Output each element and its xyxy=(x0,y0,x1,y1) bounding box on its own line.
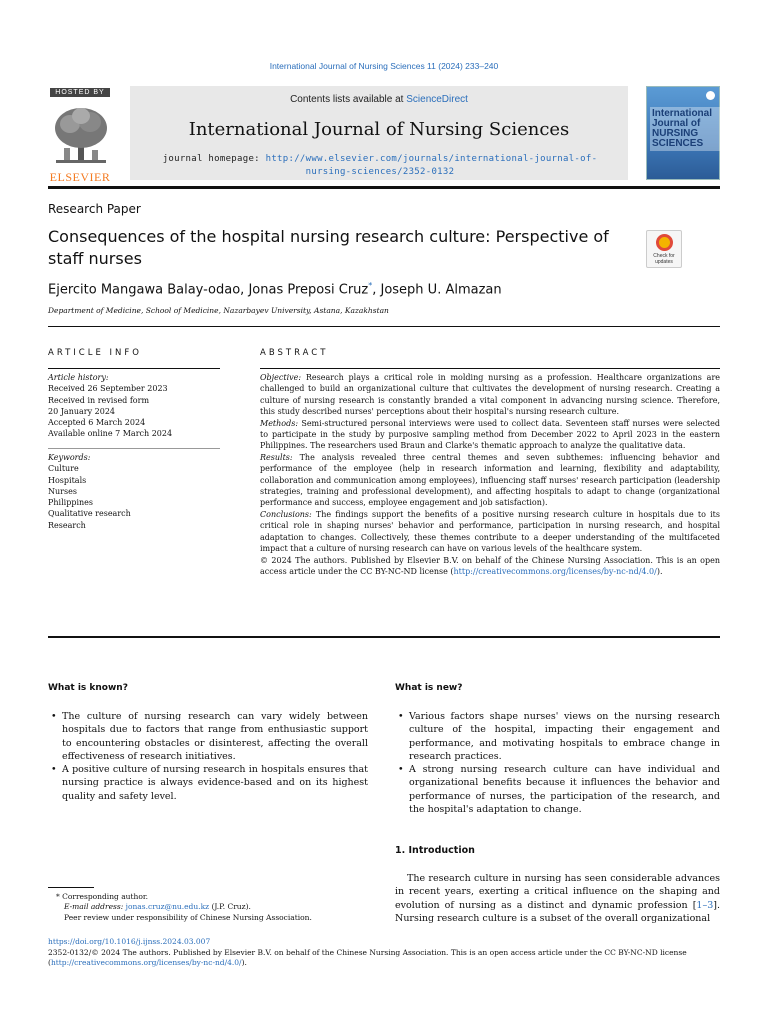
author-1: Ejercito Mangawa Balay-odao, xyxy=(48,282,249,298)
license-link[interactable]: http://creativecommons.org/licenses/by-nc-nd/4.0/ xyxy=(453,566,657,576)
history-label: Article history: xyxy=(48,373,109,382)
contents-prefix: Contents lists available at xyxy=(290,94,407,105)
corresponding-author-note: * Corresponding author. xyxy=(56,892,149,901)
history-item: Accepted 6 March 2024 xyxy=(48,418,146,428)
hosted-by-label: HOSTED BY xyxy=(50,88,110,97)
abstract-methods xyxy=(260,418,720,452)
masthead-divider xyxy=(48,186,720,189)
abstract-body xyxy=(260,372,720,577)
abstract-results xyxy=(260,452,720,509)
article-info-rule xyxy=(48,368,220,369)
introduction-heading: 1. Introduction xyxy=(395,845,475,856)
doi-link[interactable]: https://doi.org/10.1016/j.ijnss.2024.03.007 xyxy=(48,937,211,946)
affiliation: Department of Medicine, School of Medicine, Nazarbayev University, Astana, Kazakhstan xyxy=(48,306,389,315)
history-item: Available online 7 March 2024 xyxy=(48,429,173,439)
abstract-copyright xyxy=(260,555,720,578)
bottom-license-link[interactable]: http://creativecommons.org/licenses/by-nc-nd/4.0/ xyxy=(50,958,242,967)
introduction-text xyxy=(395,872,720,925)
bottom-license xyxy=(48,948,720,969)
conclusions-text: The findings support the benefits of a positive nursing research culture in hospitals due to its critical role in shaping nurses' behavior and performance, participation in nursing research, and hospital adaptation to changes. Collectively, these themes contribute to a deeper understanding of the multifaceted impact that a culture of nursing research can have on various levels of the healthcare system. xyxy=(260,509,720,554)
history-item: 20 January 2024 xyxy=(48,406,116,416)
article-title: Consequences of the hospital nursing research culture: Perspective of staff nurses xyxy=(48,227,609,268)
cover-title: International Journal of NURSING SCIENCES xyxy=(650,107,720,151)
results-text: The analysis revealed three central themes and seven subthemes: influencing behavior and performance of the employee (help in research information and learning, flexibility and adaptability, collaboration and communication among employees), influencing staff nurses' research participation (leadership strategies, training and professional development), and affecting hospitals to adapt to change (organizational performance and success, employee engagement and job satisfaction). xyxy=(260,452,720,508)
keyword-item: Research xyxy=(48,520,86,530)
abstract-conclusions xyxy=(260,509,720,555)
author-list xyxy=(48,281,502,297)
intro-text-start: The research culture in nursing has seen considerable advances in recent years, exerting a critical influence on the shaping and evolution of nursing as a distinct and dynamic profession [ xyxy=(395,873,720,911)
abstract-divider xyxy=(48,636,720,638)
bottom-info xyxy=(48,937,720,969)
check-for-updates-button[interactable] xyxy=(646,230,682,268)
header-divider xyxy=(48,326,720,327)
email-link[interactable]: jonas.cruz@nu.edu.kz xyxy=(125,902,210,912)
list-item: • A strong nursing research culture can have individual and organizational benefits because it influences the behavior and performance of nurses, the participation of the research, and the hospital's adaptation to change. xyxy=(395,763,720,816)
list-item: • A positive culture of nursing research in hospitals ensures that nursing practice is always evidence-based and on its highest quality and safety level. xyxy=(48,763,368,803)
list-item: • The culture of nursing research can vary widely between hospitals due to factors that range from enthusiastic support to encountering obstacles or disinterest, affecting the overall effectiveness of research initiatives. xyxy=(48,710,368,763)
methods-label: Methods: xyxy=(260,418,299,428)
keyword-item: Hospitals xyxy=(48,475,87,485)
journal-banner xyxy=(130,86,628,180)
footnotes xyxy=(56,892,376,923)
article-info-heading: ARTICLE INFO xyxy=(48,348,142,358)
email-label: E-mail address: xyxy=(64,902,126,912)
objective-text: Research plays a critical role in molding nursing as a profession. Healthcare organizations are challenged to build an organizational culture that cultivates the development of nursing research. Creating a culture of nursing research is constantly branded a vital component in advancing nursing science. Therefore, this study described nurses' perceptions about their hospital's nursing research culture. xyxy=(260,373,720,417)
reference-link[interactable]: 1–3 xyxy=(696,899,714,911)
elsevier-wordmark: ELSEVIER xyxy=(49,170,111,184)
conclusions-label: Conclusions: xyxy=(260,509,312,519)
results-label: Results: xyxy=(260,452,293,462)
footnote-rule xyxy=(48,887,94,888)
peer-review-note: Peer review under responsibility of Chinese Nursing Association. xyxy=(64,912,312,922)
journal-citation[interactable]: International Journal of Nursing Sciences 11 (2024) 233–240 xyxy=(269,61,499,71)
keyword-item: Philippines xyxy=(48,498,94,508)
email-note xyxy=(56,902,376,912)
what-is-known-list xyxy=(48,710,368,803)
copyright-text: © 2024 The authors. Published by Elsevier B.V. on behalf of the Chinese Nursing Association. This is an open access article under the CC BY-NC-ND license ( xyxy=(260,555,720,576)
article-type: Research Paper xyxy=(48,202,141,216)
intro-text-end: ]. Nursing research culture is a subset of the overall organizational xyxy=(395,899,720,924)
homepage-label: journal homepage: xyxy=(162,154,266,164)
abstract-heading: ABSTRACT xyxy=(260,348,329,358)
keyword-item: Qualitative research xyxy=(48,509,131,519)
keywords xyxy=(48,452,220,531)
check-updates-icon xyxy=(656,234,673,251)
keywords-label: Keywords: xyxy=(48,453,91,462)
keyword-item: Culture xyxy=(48,464,79,474)
what-is-new-list xyxy=(395,710,720,816)
corresponding-author-mark[interactable]: * xyxy=(368,281,373,290)
history-item: Received 26 September 2023 xyxy=(48,384,168,394)
keyword-item: Nurses xyxy=(48,486,77,496)
bottom-license-text: 2352-0132/© 2024 The authors. Published by Elsevier B.V. on behalf of the Chinese Nursing Association. This is an open access article under the CC BY-NC-ND license ( xyxy=(48,947,687,967)
journal-cover-image[interactable] xyxy=(646,86,720,180)
email-suffix: (J.P. Cruz). xyxy=(209,902,251,912)
masthead xyxy=(48,86,720,186)
abstract-objective xyxy=(260,372,720,418)
homepage-link[interactable]: http://www.elsevier.com/journals/international-journal-of-nursing-sciences/2352-0132 xyxy=(265,154,598,177)
history-item: Received in revised form xyxy=(48,395,150,405)
what-is-known-heading: What is known? xyxy=(48,683,128,693)
article-history xyxy=(48,372,220,440)
elsevier-tree-icon xyxy=(52,106,110,166)
journal-title: International Journal of Nursing Sciences xyxy=(188,119,570,140)
cover-badge-icon xyxy=(706,91,715,100)
contents-line xyxy=(130,94,628,105)
elsevier-logo[interactable] xyxy=(48,89,112,184)
author-2: Jonas Preposi Cruz xyxy=(248,282,369,298)
check-updates-label: Check for updates xyxy=(653,253,675,265)
copyright-end: ). xyxy=(656,566,663,576)
sciencedirect-link[interactable]: ScienceDirect xyxy=(406,94,468,105)
objective-label: Objective: xyxy=(260,373,302,382)
methods-text: Semi-structured personal interviews were used to collect data. Seventeen staff nurses were selected to participate in the study by purposive sampling method from December 2022 to April 2023 in the eastern Philippines. The researchers used Braun and Clarke's thematic approach to analyze the qualitative data. xyxy=(260,418,720,451)
keywords-rule xyxy=(48,448,220,449)
list-item: • Various factors shape nurses' views on the nursing research culture of the hospital, impacting their engagement and performance, and motivating hospitals to embrace change in research practices. xyxy=(395,710,720,763)
what-is-new-heading: What is new? xyxy=(395,683,463,693)
journal-homepage xyxy=(140,153,620,179)
bottom-license-end: ). xyxy=(241,958,247,967)
abstract-rule xyxy=(260,368,720,369)
author-3: , Joseph U. Almazan xyxy=(372,282,502,298)
